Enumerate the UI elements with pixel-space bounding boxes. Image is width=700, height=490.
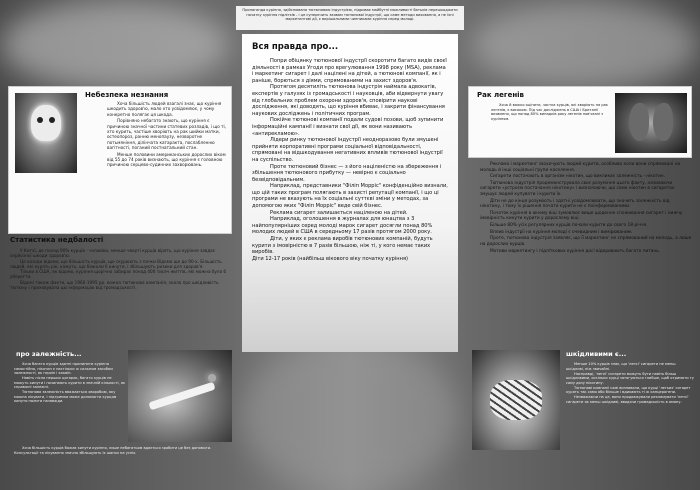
ignorance-paragraph: Менше половини американських дорослих вiком вiд 55 до 74 рокiв визнають, що курiння є головною причиною серцево-судинних захворювань. [107, 151, 226, 168]
center-paragraph: Проте тютюновий бiзнес — з його нацiленiстю на збереження i збiльшення тютюнового прибутку — невiрно є соцiально безвiдповiдальним. [252, 163, 442, 183]
addiction-paragraph: Тютюнова залежнiсть вважається хворобою, яку можна лiкувати, i пiдтримка може допомогти курцям кинути палити назавжди. [14, 390, 117, 403]
addiction-body [14, 362, 126, 404]
harmful-paragraph: Незважаючи на це, вони продовжували рекламувати 'легкi' сигарети як менш шкiдливi, вводячи громадськiсть в оману. [566, 395, 689, 404]
ignorance-paragraph: Хоча бiльшiсть людей взагалi знає, що курiння шкодить здоров'ю, мало хто усвiдомлює, у чому конкретно полягає ця шкода. [107, 101, 222, 117]
marketing-paragraph: Вплив iндустрiї на курiння молодi є очевидним i вимiрюваним. [490, 229, 633, 235]
lung-cancer-panel [468, 86, 692, 158]
center-paragraph: Наприклад, представники "Фiлiп Моррiс" конфiденцiйно визнали, що цiй таких програм полягають в захистi репутацiї компанiї, i що цi програми не вказують на їх соцiальнi суттєвi змiни у методах, за допомогою яких "Фiлiп Моррiс" веде свiй бiзнес. [252, 183, 448, 210]
harmful-paragraph: Насправдi, 'легкi' сигарети можуть бути навiть бiльш шкiдливими, оскiльки курцi затягуються глибше, щоб отримати ту саму дозу нiкотину. [566, 371, 694, 385]
addiction-paragraph: Навiть пiсля перших цигарок, багато курцiв не можуть кинути i починають курити в значнiй кiлькостi, як справжнi залежнi. [14, 376, 126, 389]
harmful-title: шкiдливими є... [566, 350, 627, 358]
marketing-paragraph: Бiльше 80% усiх регулярних курцiв почали курити до свого 18-рiччя. [490, 222, 648, 228]
statistics-title: Статистика недбалостi [10, 236, 104, 244]
ignorance-body [107, 101, 227, 169]
center-paragraph: Протягом десятилiть тютюнова iндустрiя наймала адвокатiв, експертiв у галузях iз громадськостi i науковцiв, аби вiдвернути увагу вiд глобальних проблем охорони здоров'я, сповiрити науковi дослiдження, якi доводять, що курiння вбиває, i закрити фiнансування наукових дослiджень i полiтичних програм. [252, 84, 445, 117]
statistics-paragraph: Тiльки в США, як вiдомо, курiння щорiчно забирає понад 400 тисяч життiв, якi можна було б уберегти. [10, 269, 227, 280]
statistics-paragraph: Вiдомi також факти, що 1960-1995 рр. кожна тютюнова компанiя, знала про шкiдливiсть тютюну i приховувала цю iнформацiю вiд громадськостi. [10, 279, 219, 291]
center-paragraph: Лідери ринку тютюнової iндустрiї неодноразово були змушенi прийняти корпоративнi програми соцiальної вiдповiдальностi, спрямованi на вiдшкодування негативних впливiв тютюнової iндустрiї на суспiльство. [252, 137, 443, 163]
ignorance-title: Небезпека незнання [85, 91, 169, 99]
statistics-paragraph: У Китаї, де понад 90% курцiв - чоловiки, менше чвертi курцiв вiрять, що курiння завдає серйозної шкоди здоров'ю. [10, 248, 216, 259]
lung-cancer-box-text: Хоча й важко оцiнити, частка курцiв, якi хворiють на рак легенiв, є високою. Пiд час дослiджень в США i Британiї виявлено, що понад 80% випадкiв раку легенiв пов'язанi з курiнням. [491, 103, 608, 121]
cigarette-butts-photo [472, 350, 560, 450]
marketing-paragraph: Дiти не до кiнця розумiють i здатнi усвiдомлювати, що значить залежнiсть вiд нiкотину, i тому їх рiшення почати курити не є поiнформованими. [480, 198, 670, 210]
center-paragraph: Попри обiцянку тютюнової iндустрiї скоротити багато видiв своєї дiяльностi в рамках Угоди про врегулювання 1998 року (MSA), реклама i маркетинг сигарет i далi націленi на дiтей, а тютюновi компанії, як i ранiше, борються з дiями, спрямованими на захист здоров'я. [252, 58, 447, 84]
skull-photo [15, 93, 77, 173]
marketing-paragraph: Сигарети постачають в органiзм нiкотин, що викликає залежнiсть - нiкотин. [490, 174, 665, 180]
center-paragraph: Покiйче тютюновi компанiї подали судовi позови, щоб зупинити iнформацiйнi кампанiї i визнати свої дiї, як вони називають «антирекламою». [252, 117, 444, 137]
smoke-bg-center [240, 340, 460, 490]
marketing-paragraph: Проте, тютюнова iндустрiя заявляє, що її маркетинг не спрямований на молодь, а лише на дорослих курцiв. [480, 236, 692, 247]
statistics-body [10, 248, 228, 290]
center-paragraph: Реклама сигарет залишається нацiленою на дiтей. [270, 209, 408, 216]
center-paragraph: Наприклад, оголошення в журналах для юнацтва з 3 найпопулярнiших серед молодi марок сигарет досягли понад 80% молодих людей в США в середньому 17 разiв протягом 2000 року. [252, 216, 433, 236]
harmful-paragraph: Тютюновi компанiї самi визнавали, що курцi 'легких' сигарет курять так само або бiльше i вдихають тi ж канцерогени. [566, 385, 691, 394]
addiction-title: про залежнiсть... [16, 350, 82, 358]
harmful-paragraph: Менше 10% курцiв знає, що 'легкi' сигарети не менш шкiдливi, нiж звичайнi. [566, 362, 676, 371]
marketing-paragraph: Мотиви маркетингу i пiдлiткових куріння досi вiдкривають багато питань. [490, 248, 661, 254]
marketing-body [480, 162, 692, 255]
center-tail: Дiти 12-17 років (найбiльш вiкового віку початку курiння) [252, 255, 408, 262]
center-title: Вся правда про... [252, 42, 339, 52]
ignorance-paragraph: Порiвняно небагато знають, що курiння є причиною значної частини статевих розладiв, i що тi, хто курить, частiше хворiють на рак шийки матки, остеопороз, ранню менопаузу, незворотне потьмянiння, дiлiнчата катаракта, послабленню вагiтностi, поганий постнатальний стан. [107, 118, 227, 151]
intro-banner: Пропаганда курiння, здiйснювана тютюновою iндустрiєю, підриває майбутнi можливостi батькiв перешкоджати початку курiння пiдлiтків - i це суперечить заявам тютюнової iндустрії, що саме методи виховання, а не їхнi маркетинговi дiї, є вирiшальними чинниками курiння серед молодi. [236, 6, 464, 30]
smoke-bg-right [470, 0, 700, 90]
smoke-bg-left [0, 0, 230, 90]
center-article [242, 34, 458, 352]
statistics-paragraph: Це вiсюди вiдомо, що бiльшiсть курцiв, що скурюють з пачки Вiдома ще до 90-х. Бiльшiсть людей, якi курять рiк, кажуть, що бажали б кинути, i збiльшують ризики для здоров'я. [10, 258, 222, 269]
ignorance-panel [8, 86, 232, 234]
marketing-paragraph: Тютюнова iндустрiя продемонструвала своє розумiння цього факту, називаючи сигарети «устроєм постачання нiкотину» i визначаючи, що саме нiкотин в сигаретах змушує людей купувати i курити їх. [480, 180, 675, 197]
marketing-paragraph: Реклама i маркетинг заохочують людей курити, особливо коли вони спрямованi на молодь й iншi соцiальнi групи населення. [480, 162, 681, 173]
harmful-body [566, 362, 694, 405]
lungs-photo [615, 93, 687, 153]
hand-cigarette-photo [128, 350, 232, 442]
addiction-paragraph: Хоча багато курцiв здатнi припинити курiння самостiйно, нiкотин є настiльки ж сильним засобом залежностi, як героїн i кокаїн. [14, 362, 113, 375]
addiction-footer: Хоча бiльшiсть курцiв бажає кинути курiння, лише небагатьом вдається зробити це без допомоги. Консультацiї та лiкування значно збiльшують їх шанси на успiх. [14, 446, 212, 455]
marketing-paragraph: Початок курiння в юному вiцi зумовлює вище щоденне споживання сигарет i нижчу iмовiрнiсть кинути курити у дорослому вiцi. [480, 210, 683, 222]
center-paragraph: Дiти, у яких є реклама виробiв тютюнових компанiй, будуть курити з iмовiрнiстю в 7 разiв більшою, нiж тi, у кого немає таких виробiв. [252, 236, 433, 256]
lung-cancer-title: Рак легенiв [477, 91, 524, 99]
